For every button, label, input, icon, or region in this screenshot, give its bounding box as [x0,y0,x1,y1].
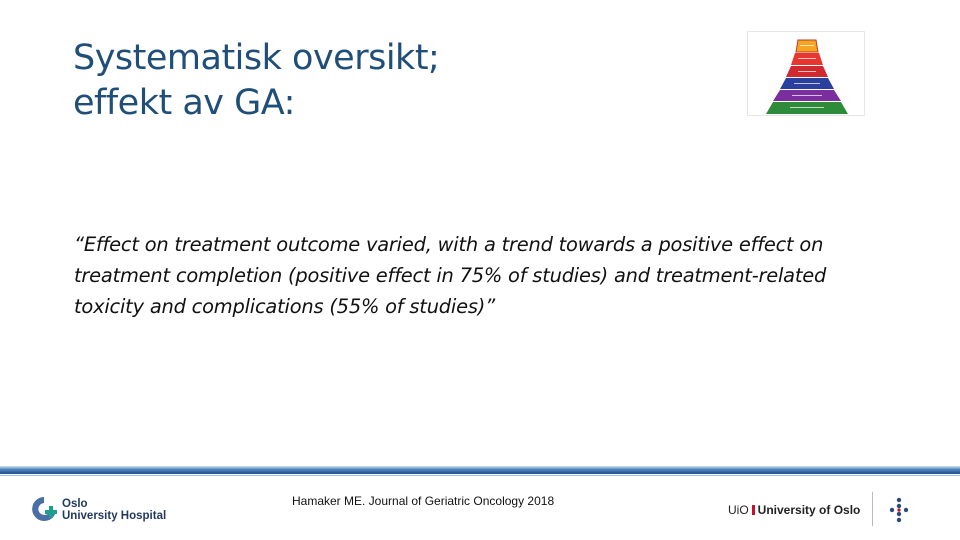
footer-bar [0,466,960,474]
evidence-pyramid-icon [747,31,865,116]
uio-abbr: UiO [728,503,749,517]
citation-text: Hamaker ME. Journal of Geriatric Oncology 2018 [292,494,555,508]
slide-title [73,36,693,126]
title-line-2: effekt av GA: [73,83,295,123]
logo-divider [872,492,873,526]
uio-separator [752,505,755,515]
uio-dots-logo-icon [888,497,910,523]
ous-line-1: Oslo [62,498,88,510]
title-line-1: Systematisk oversikt; [73,38,440,78]
ous-wordmark [62,498,166,522]
uio-wordmark [728,503,860,517]
ous-cross-logo-icon [30,494,60,526]
footer-divider [0,475,960,476]
ous-line-2: University Hospital [62,510,167,522]
quote-text: “Effect on treatment outcome varied, with a trend towards a positive effect on treatment completion (positive effect in 75% of studies) and treatment-related toxicity and complications (55% of studies)” [74,233,827,318]
uio-name: University of Oslo [757,503,861,517]
